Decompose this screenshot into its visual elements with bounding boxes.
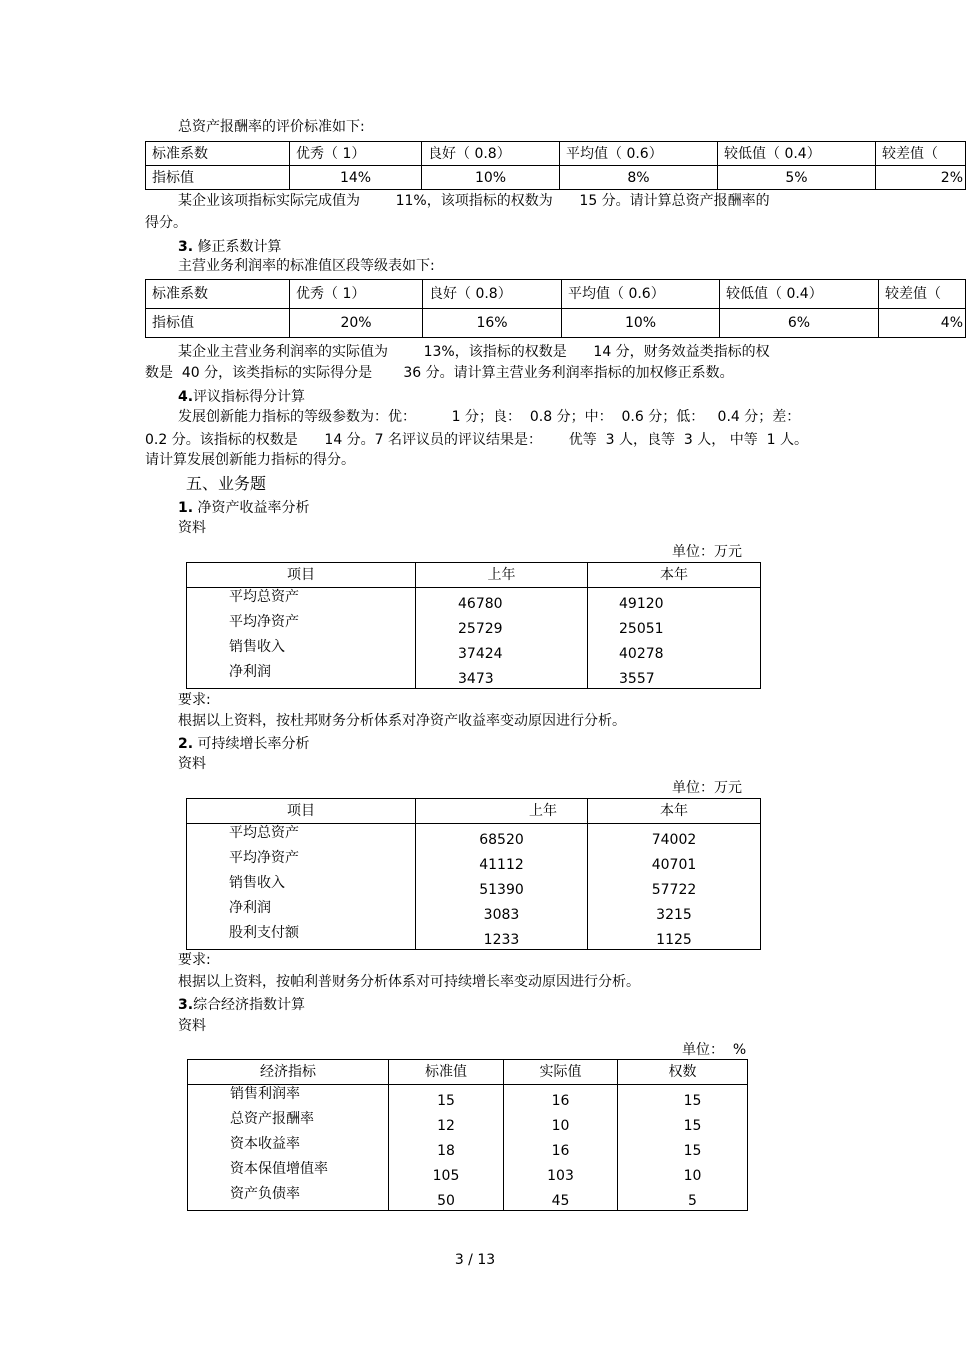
table-row — [187, 613, 761, 638]
section-title: 评议指标得分计算 — [193, 389, 306, 405]
table-cell: 103 — [504, 1160, 618, 1185]
table-cell: 较差值（ — [879, 280, 966, 309]
material-label: 资料 — [178, 520, 206, 536]
table-cell: 较低值（ 0.4） — [718, 142, 876, 166]
table-cell: 资产负债率 — [188, 1185, 389, 1211]
material-label: 资料 — [178, 1018, 206, 1034]
table-cell: 销售收入 — [187, 874, 416, 899]
requirement-text: 根据以上资料，按帕利普财务分析体系对可持续增长率变动原因进行分析。 — [178, 974, 640, 990]
table-cell: 41112 — [416, 849, 588, 874]
table-cell: 良好（ 0.8） — [422, 142, 560, 166]
column-header: 项目 — [187, 799, 416, 824]
table-cell: 1233 — [416, 924, 588, 950]
grade-table-1 — [145, 141, 966, 190]
question-text: 得分。 — [145, 215, 187, 231]
table-cell: 46780 — [416, 588, 588, 614]
intro-text: 主营业务利润率的标准值区段等级表如下: — [178, 258, 435, 274]
table-cell: 10% — [562, 309, 720, 338]
unit-label: 单位： % — [682, 1042, 747, 1058]
table-cell: 净利润 — [187, 663, 416, 689]
data-table-2 — [186, 798, 761, 950]
question-text: 某企业该项指标实际完成值为 11%，该项指标的权数为 15 分。请计算总资产报酬率的 — [178, 193, 770, 209]
table-cell: 8% — [560, 166, 718, 190]
requirement-text: 根据以上资料，按杜邦财务分析体系对净资产收益率变动原因进行分析。 — [178, 713, 626, 729]
table-cell: 平均总资产 — [187, 588, 416, 614]
unit-label: 单位：万元 — [672, 780, 742, 796]
table-cell: 57722 — [588, 874, 761, 899]
data-table-3 — [187, 1059, 748, 1211]
table-row — [146, 309, 966, 338]
table-row — [188, 1110, 748, 1135]
intro-text: 总资产报酬率的评价标准如下: — [178, 119, 365, 135]
table-header-row — [187, 563, 761, 588]
section-title: 综合经济指数计算 — [193, 997, 306, 1013]
table-row — [188, 1135, 748, 1160]
table-cell: 3473 — [416, 663, 588, 689]
table-cell: 68520 — [416, 824, 588, 850]
table-row — [146, 280, 966, 309]
table-cell: 5% — [718, 166, 876, 190]
section-number: 4. — [178, 389, 194, 405]
table-cell: 37424 — [416, 638, 588, 663]
table-cell: 6% — [720, 309, 879, 338]
table-cell: 优秀（ 1） — [290, 280, 423, 309]
table-cell: 15 — [618, 1110, 748, 1135]
table-row — [187, 824, 761, 850]
section-title: 净资产收益率分析 — [193, 500, 310, 516]
unit-label: 单位：万元 — [672, 544, 742, 560]
table-row — [187, 874, 761, 899]
table-cell: 指标值 — [146, 166, 290, 190]
section-number: 2. — [178, 736, 194, 752]
table-row — [187, 588, 761, 614]
column-header: 上年 — [416, 799, 588, 824]
table-row — [187, 924, 761, 950]
page-number: 3 / 13 — [454, 1252, 496, 1268]
table-cell: 3083 — [416, 899, 588, 924]
table-cell: 15 — [389, 1085, 504, 1111]
table-cell: 16% — [423, 309, 562, 338]
table-cell: 标准系数 — [146, 142, 290, 166]
table-cell: 较差值（ — [876, 142, 966, 166]
table-cell: 平均净资产 — [187, 849, 416, 874]
requirement-label: 要求: — [178, 952, 211, 968]
table-row — [188, 1160, 748, 1185]
table-cell: 49120 — [588, 588, 761, 614]
requirement-label: 要求: — [178, 692, 211, 708]
table-cell: 45 — [504, 1185, 618, 1211]
column-header: 本年 — [588, 563, 761, 588]
table-cell: 50 — [389, 1185, 504, 1211]
column-header: 项目 — [187, 563, 416, 588]
table-cell: 3215 — [588, 899, 761, 924]
section-heading: 五、业务题 — [186, 474, 267, 493]
section-number: 3. — [178, 997, 194, 1013]
table-cell: 优秀（ 1） — [290, 142, 422, 166]
table-header-row — [187, 799, 761, 824]
table-cell: 14% — [290, 166, 422, 190]
table-cell: 资本保值增值率 — [188, 1160, 389, 1185]
table-cell: 105 — [389, 1160, 504, 1185]
section-heading — [178, 499, 310, 517]
material-label: 资料 — [178, 756, 206, 772]
table-cell: 指标值 — [146, 309, 290, 338]
section-number: 1. — [178, 500, 194, 516]
question-text: 某企业主营业务利润率的实际值为 13%，该指标的权数是 14 分，财务效益类指标的权 — [178, 344, 770, 360]
table-cell: 平均值（ 0.6） — [562, 280, 720, 309]
table-cell: 15 — [618, 1135, 748, 1160]
table-row — [188, 1185, 748, 1211]
table-cell: 40278 — [588, 638, 761, 663]
column-header: 权数 — [618, 1060, 748, 1085]
section-number: 3. — [178, 239, 194, 255]
table-cell: 3557 — [588, 663, 761, 689]
table-cell: 良好（ 0.8） — [423, 280, 562, 309]
question-text: 发展创新能力指标的等级参数为：优： 1 分；良： 0.8 分；中： 0.6 分；低： 0.4 分；差： — [178, 409, 801, 425]
table-cell: 净利润 — [187, 899, 416, 924]
section-heading — [178, 735, 310, 753]
table-cell: 平均总资产 — [187, 824, 416, 850]
table-header-row — [188, 1060, 748, 1085]
table-cell: 16 — [504, 1135, 618, 1160]
section-title: 修正系数计算 — [193, 239, 282, 255]
column-header: 标准值 — [389, 1060, 504, 1085]
column-header: 实际值 — [504, 1060, 618, 1085]
table-cell: 18 — [389, 1135, 504, 1160]
table-cell: 销售收入 — [187, 638, 416, 663]
table-row — [187, 849, 761, 874]
question-text: 0.2 分。该指标的权数是 14 分。7 名评议员的评议结果是： 优等 3 人，良等 3 人， 中等 1 人。 — [145, 432, 808, 448]
table-cell: 1125 — [588, 924, 761, 950]
table-cell: 标准系数 — [146, 280, 290, 309]
table-cell: 10% — [422, 166, 560, 190]
section-heading — [178, 996, 305, 1014]
column-header: 本年 — [588, 799, 761, 824]
table-row — [188, 1085, 748, 1111]
table-row — [187, 638, 761, 663]
table-row — [146, 166, 966, 190]
section-heading — [178, 388, 305, 406]
table-cell: 5 — [618, 1185, 748, 1211]
table-cell: 平均值（ 0.6） — [560, 142, 718, 166]
table-cell: 股利支付额 — [187, 924, 416, 950]
table-cell: 15 — [618, 1085, 748, 1111]
table-cell: 20% — [290, 309, 423, 338]
table-cell: 2% — [876, 166, 966, 190]
section-title: 可持续增长率分析 — [193, 736, 310, 752]
table-cell: 总资产报酬率 — [188, 1110, 389, 1135]
table-cell: 资本收益率 — [188, 1135, 389, 1160]
table-row — [187, 899, 761, 924]
grade-table-2 — [145, 279, 966, 338]
table-cell: 51390 — [416, 874, 588, 899]
table-cell: 16 — [504, 1085, 618, 1111]
table-cell: 74002 — [588, 824, 761, 850]
question-text: 请计算发展创新能力指标的得分。 — [145, 452, 355, 468]
section-heading — [178, 238, 282, 256]
data-table-1 — [186, 562, 761, 689]
question-text: 数是 40 分，该类指标的实际得分是 36 分。请计算主营业务利润率指标的加权修正系数。 — [145, 365, 734, 381]
table-cell: 较低值（ 0.4） — [720, 280, 879, 309]
table-cell: 10 — [618, 1160, 748, 1185]
table-cell: 销售利润率 — [188, 1085, 389, 1111]
table-cell: 4% — [879, 309, 966, 338]
table-row — [187, 663, 761, 689]
table-cell: 40701 — [588, 849, 761, 874]
table-cell: 10 — [504, 1110, 618, 1135]
column-header: 经济指标 — [188, 1060, 389, 1085]
column-header: 上年 — [416, 563, 588, 588]
table-row — [146, 142, 966, 166]
table-cell: 25729 — [416, 613, 588, 638]
table-cell: 平均净资产 — [187, 613, 416, 638]
table-cell: 12 — [389, 1110, 504, 1135]
table-cell: 25051 — [588, 613, 761, 638]
